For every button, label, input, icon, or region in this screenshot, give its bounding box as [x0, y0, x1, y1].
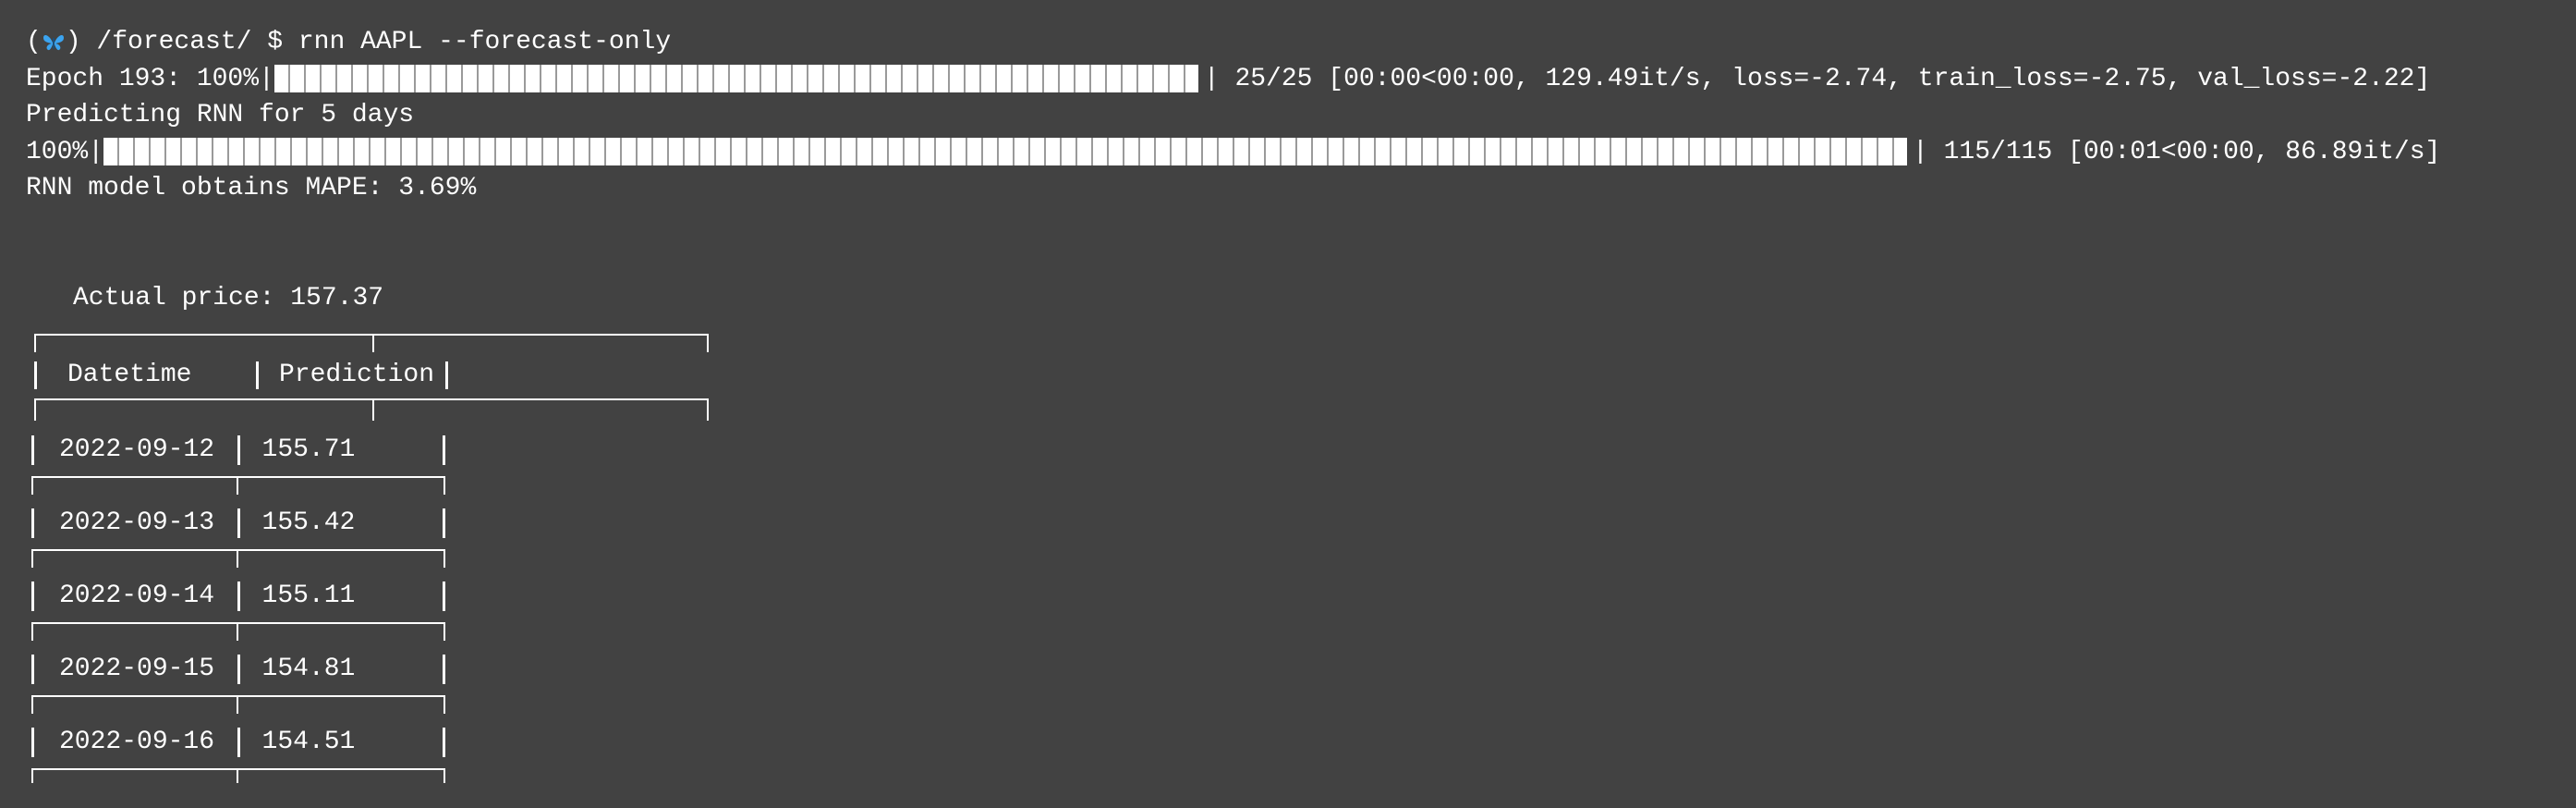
table-row — [31, 566, 445, 639]
terminal-output — [26, 24, 2558, 316]
predict-prefix: 100%| — [26, 137, 104, 166]
table-row — [31, 493, 445, 566]
forecast-table — [31, 420, 445, 785]
prompt-line — [26, 24, 2558, 61]
prompt-path: ) /forecast/ $ — [65, 28, 298, 56]
forecast-table-header — [34, 334, 709, 420]
cell-datetime: 2022-09-15 — [59, 655, 215, 683]
butterfly-icon — [42, 31, 66, 55]
epoch-progress-line — [26, 61, 2558, 98]
command-text: rnn AAPL --forecast-only — [298, 28, 672, 56]
cell-prediction: 154.51 — [261, 728, 356, 756]
epoch-suffix: | 25/25 [00:00<00:00, 129.49it/s, loss=-2.74, train_loss=-2.75, val_loss=-2.22] — [1203, 64, 2431, 93]
table-row — [31, 712, 445, 785]
prompt-open: ( — [26, 28, 42, 56]
table-row — [31, 639, 445, 712]
mape-line — [26, 170, 2558, 207]
predict-progress-bar — [103, 138, 1907, 165]
predicting-line — [26, 97, 2558, 134]
header-prediction: Prediction — [279, 361, 435, 389]
cell-prediction: 154.81 — [261, 655, 356, 683]
predict-progress-line — [26, 134, 2558, 171]
table-row — [31, 420, 445, 493]
cell-datetime: 2022-09-14 — [59, 582, 215, 610]
cell-datetime: 2022-09-13 — [59, 508, 215, 537]
cell-datetime: 2022-09-16 — [59, 728, 215, 756]
header-datetime: Datetime — [67, 361, 192, 389]
cell-prediction: 155.71 — [261, 435, 356, 464]
predict-suffix: | 115/115 [00:01<00:00, 86.89it/s] — [1913, 137, 2441, 166]
actual-price: Actual price: 157.37 — [73, 283, 384, 312]
predicting-text: Predicting RNN for 5 days — [26, 101, 415, 129]
cell-prediction: 155.42 — [261, 508, 356, 537]
cell-datetime: 2022-09-12 — [59, 435, 215, 464]
mape-text: RNN model obtains MAPE: 3.69% — [26, 174, 477, 202]
epoch-prefix: Epoch 193: 100%| — [26, 64, 274, 93]
cell-prediction: 155.11 — [261, 582, 356, 610]
epoch-progress-bar — [274, 65, 1198, 92]
